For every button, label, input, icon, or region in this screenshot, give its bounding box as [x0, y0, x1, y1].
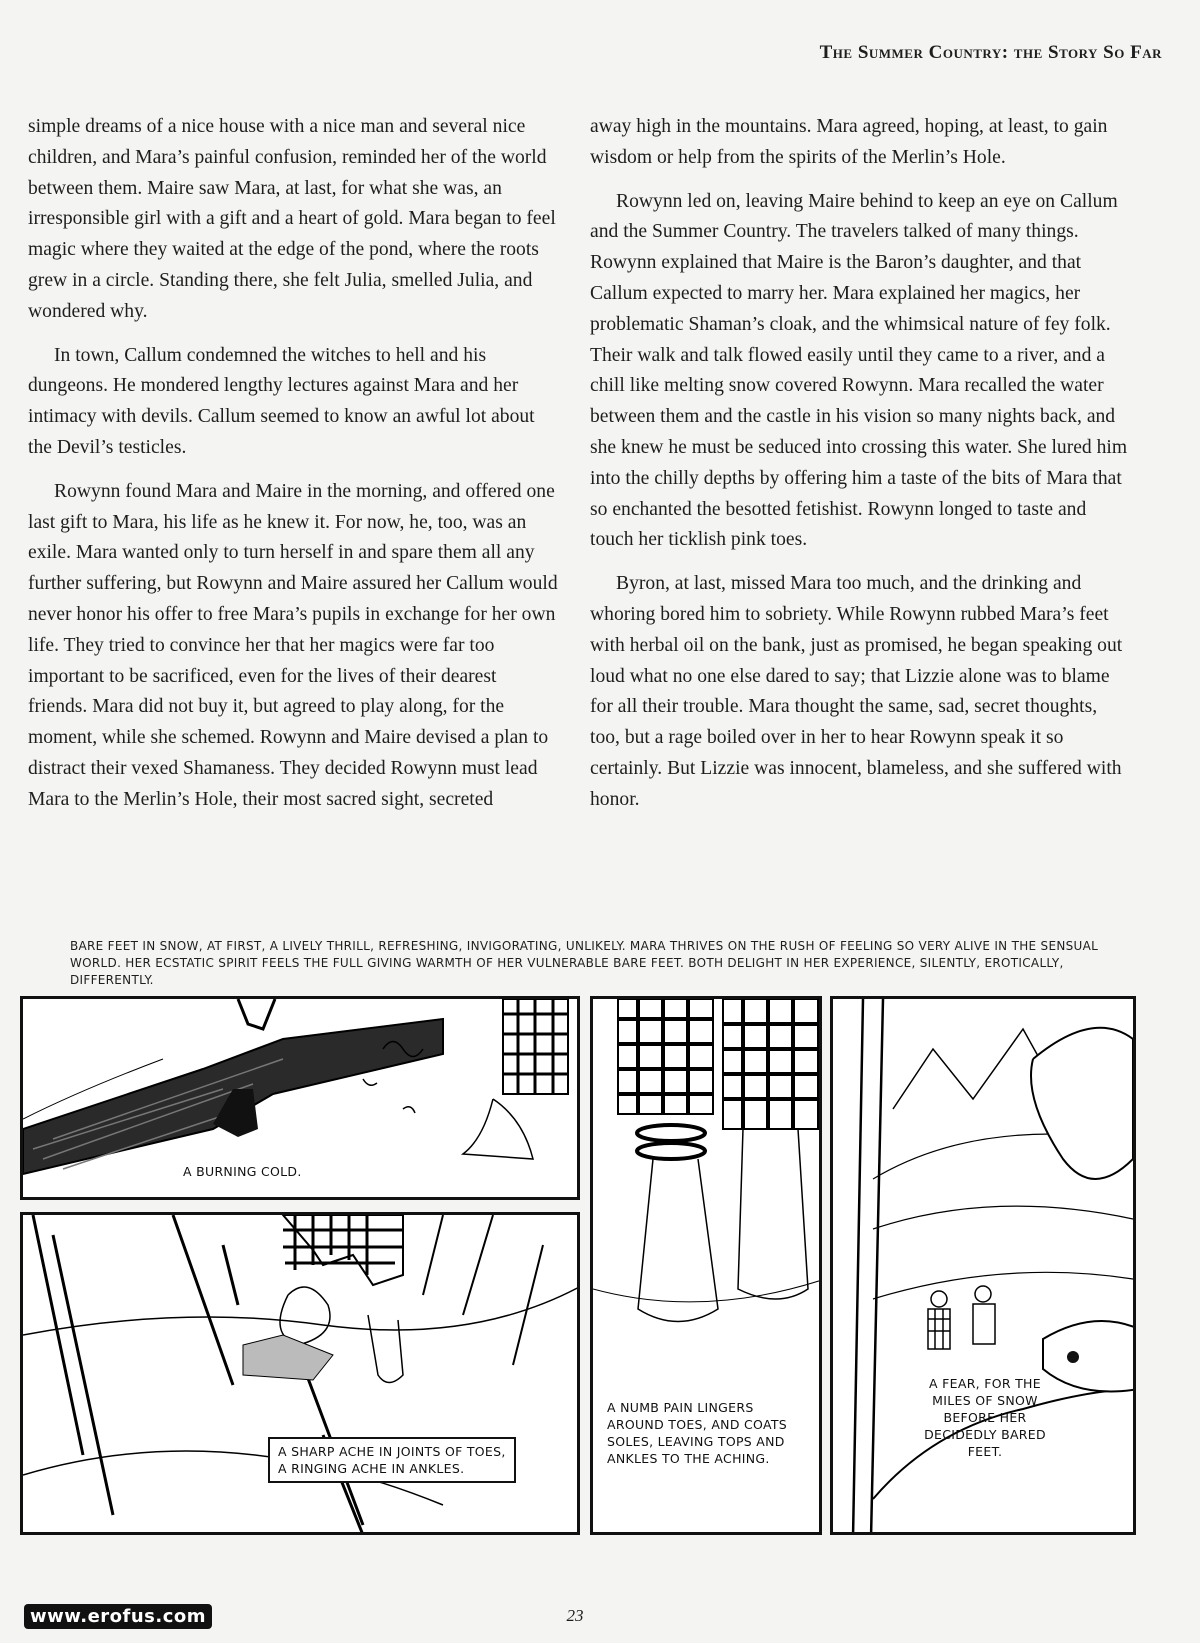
comic-panel-4: [830, 996, 1136, 1535]
panel-2-text-line-2: A RINGING ACHE IN ANKLES.: [278, 1461, 465, 1476]
paragraph: simple dreams of a nice house with a nice man and several nice children, and Mara’s painful confusion, reminded her of the world between them. Maire saw Mara, at last, for what she was, an irresponsible girl with a gift and a heart of gold. Mara began to feel magic where they waited at the edge of the pond, where the roots grew in a circle. Standing there, she felt Julia, smelled Julia, and wondered why.: [28, 116, 556, 322]
panel-2-text: [268, 1437, 516, 1483]
text-column-right: [590, 112, 1130, 829]
running-head: The Summer Country: the Story So Far: [819, 42, 1162, 63]
panel-2-illustration: [23, 1215, 580, 1535]
panel-2-text-line-1: A SHARP ACHE IN JOINTS OF TOES,: [278, 1444, 506, 1459]
page-number: 23: [566, 1606, 584, 1625]
paragraph: Rowynn found Mara and Maire in the morning, and offered one last gift to Mara, his life as he knew it. For now, he, too, was an exile. Mara wanted only to turn herself in and spare them all any further suffering, but Rowynn and Maire assured her Callum would never honor his offer to free Mara’s pupils in exchange for her own life. They tried to convince her that her magics were far too important to be sacrificed, even for the lives of their dearest friends. Mara did not buy it, but agreed to play along, for the moment, while she schemed. Rowynn and Maire devised a plan to distract their vexed Shamaness. They decided Rowynn must lead Mara to the Merlin’s Hole, their most sacred sight, secreted: [28, 480, 558, 810]
paragraph: In town, Callum condemned the witches to hell and his dungeons. He mondered lengthy lectures against Mara and her intimacy with devils. Callum seemed to know an awful lot about the Devil’s testicles.: [28, 344, 535, 458]
comic-panel-2: [20, 1212, 580, 1535]
comic-panel-1: [20, 996, 580, 1200]
paragraph: Byron, at last, missed Mara too much, and the drinking and whoring bored him to sobriety. While Rowynn rubbed Mara’s feet with herbal oil on the bank, just as promised, he began speaking out loud what no one else dared to say; that Lizzie alone was to blame for all their trouble. Mara thought the same, sad, secret thoughts, too, but a rage boiled over in her to hear Rowynn speak it so certainly. But Lizzie was innocent, blameless, and she suffered with honor.: [590, 573, 1123, 810]
panel-4-text: A FEAR, FOR THE MILES OF SNOW BEFORE HER DECIDEDLY BARED FEET.: [924, 1376, 1046, 1459]
watermark: www.erofus.com: [24, 1604, 212, 1629]
comic-panel-3: [590, 996, 822, 1535]
comic-caption: BARE FEET IN SNOW, AT FIRST, A LIVELY THRILL, REFRESHING, INVIGORATING, UNLIKELY. MARA THRIVES ON THE RUSH OF FEELING SO VERY ALIVE IN THE SENSUAL WORLD. HER ECSTATIC SPIRIT FEELS THE FULL GIVING WARMTH OF HER VULNERABLE BARE FEET. BOTH DELIGHT IN HER EXPERIENCE, SILENTLY, EROTICALLY, DIFFERENTLY.: [70, 939, 1099, 987]
panel-3-text: A NUMB PAIN LINGERS AROUND TOES, AND COATS SOLES, LEAVING TOPS AND ANKLES TO THE ACHING.: [607, 1400, 788, 1466]
paragraph: Rowynn led on, leaving Maire behind to keep an eye on Callum and the Summer Country. The travelers talked of many things. Rowynn explained that Maire is the Baron’s daughter, and that Callum expected to marry her. Mara explained her magics, her problematic Shaman’s cloak, and the whimsical nature of fey folk. Their walk and talk flowed easily until they came to a river, and a chill like melting snow covered Rowynn. Mara recalled the water between them and the castle in his vision so many nights back, and she knew he must be seduced into crossing this water. She lured him into the chilly depths by offering him a taste of the bits of Mara that so enchanted the besotted fetishist. Rowynn longed to taste and touch her ticklish pink toes.: [590, 190, 1128, 551]
text-column-left: [28, 112, 558, 829]
panel-1-text: A BURNING COLD.: [183, 1164, 302, 1179]
paragraph: away high in the mountains. Mara agreed, hoping, at least, to gain wisdom or help from the spirits of the Merlin’s Hole.: [590, 116, 1108, 168]
